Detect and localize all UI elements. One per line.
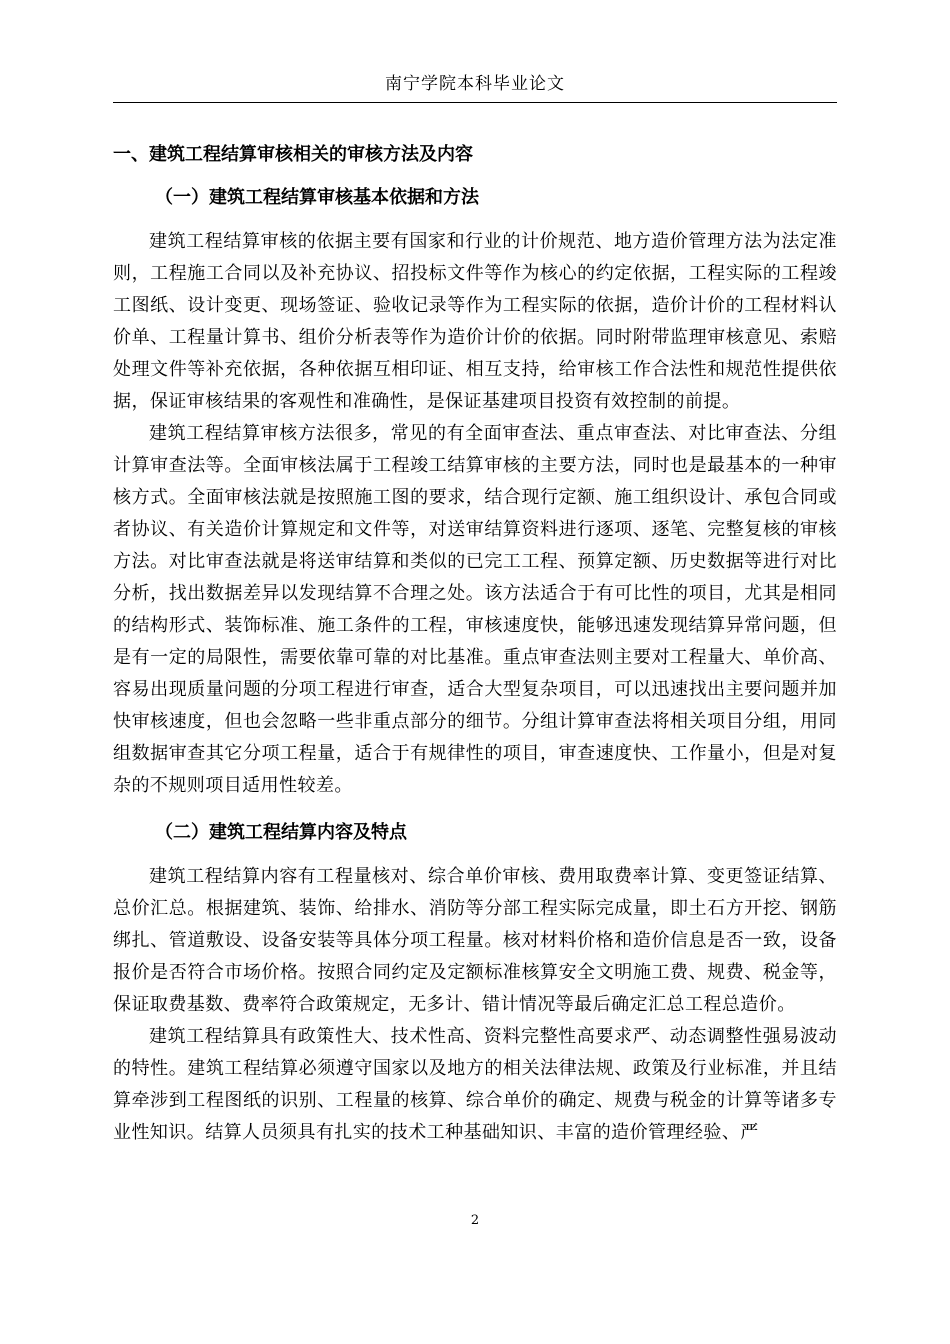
subsection-heading-2: （二）建筑工程结算内容及特点: [155, 822, 407, 843]
paragraph: 建筑工程结算具有政策性大、技术性高、资料完整性高要求严、动态调整性强易波动的特性。建筑工程结算必须遵守国家以及地方的相关法律法规、政策及行业标准，并且结算牵涉到工程图纸的识别、工程量的核算、综合单价的确定、规费与税金的计算等诸多专业性知识。结算人员须具有扎实的技术工种基础知识、丰富的造价管理经验、严: [113, 1026, 837, 1143]
subsection-heading-1: （一）建筑工程结算审核基本依据和方法: [155, 187, 479, 208]
page-number: 2: [470, 1213, 480, 1228]
running-header: 南宁学院本科毕业论文: [385, 74, 565, 94]
paragraph: 建筑工程结算审核的依据主要有国家和行业的计价规范、地方造价管理方法为法定准则，工程施工合同以及补充协议、招投标文件等作为核心的约定依据，工程实际的工程竣工图纸、设计变更、现场签证、验收记录等作为工程实际的依据，造价计价的工程材料认价单、工程量计算书、组价分析表等作为造价计价的依据。同时附带监理审核意见、索赔处理文件等补充依据，各种依据互相印证、相互支持，给审核工作合法性和规范性提供依据，保证审核结果的客观性和准确性，是保证基建项目投资有效控制的前提。: [113, 231, 837, 412]
section-heading: 一、建筑工程结算审核相关的审核方法及内容: [113, 144, 473, 165]
header-divider: [113, 102, 837, 103]
paragraph: 建筑工程结算审核方法很多，常见的有全面审查法、重点审查法、对比审查法、分组计算审查法等。全面审核法属于工程竣工结算审核的主要方法，同时也是最基本的一种审核方式。全面审核法就是按照施工图的要求，结合现行定额、施工组织设计、承包合同或者协议、有关造价计算规定和文件等，对送审结算资料进行逐项、逐笔、完整复核的审核方法。对比审查法就是将送审结算和类似的已完工工程、预算定额、历史数据等进行对比分析，找出数据差异以发现结算不合理之处。该方法适合于有可比性的项目，尤其是相同的结构形式、装饰标准、施工条件的工程，审核速度快，能够迅速发现结算异常问题，但是有一定的局限性，需要依靠可靠的对比基准。重点审查法则主要对工程量大、单价高、容易出现质量问题的分项工程进行审查，适合大型复杂项目，可以迅速找出主要问题并加快审核速度，但也会忽略一些非重点部分的细节。分组计算审查法将相关项目分组，用同组数据审查其它分项工程量，适合于有规律性的项目，审查速度快、工作量小，但是对复杂的不规则项目适用性较差。: [113, 423, 837, 796]
paragraph: 建筑工程结算内容有工程量核对、综合单价审核、费用取费率计算、变更签证结算、总价汇总。根据建筑、装饰、给排水、消防等分部工程实际完成量，即土石方开挖、钢筋绑扎、管道敷设、设备安装等具体分项工程量。核对材料价格和造价信息是否一致，设备报价是否符合市场价格。按照合同约定及定额标准核算安全文明施工费、规费、税金等，保证取费基数、费率符合政策规定，无多计、错计情况等最后确定汇总工程总造价。: [113, 866, 837, 1015]
main-content: [113, 140, 837, 1149]
